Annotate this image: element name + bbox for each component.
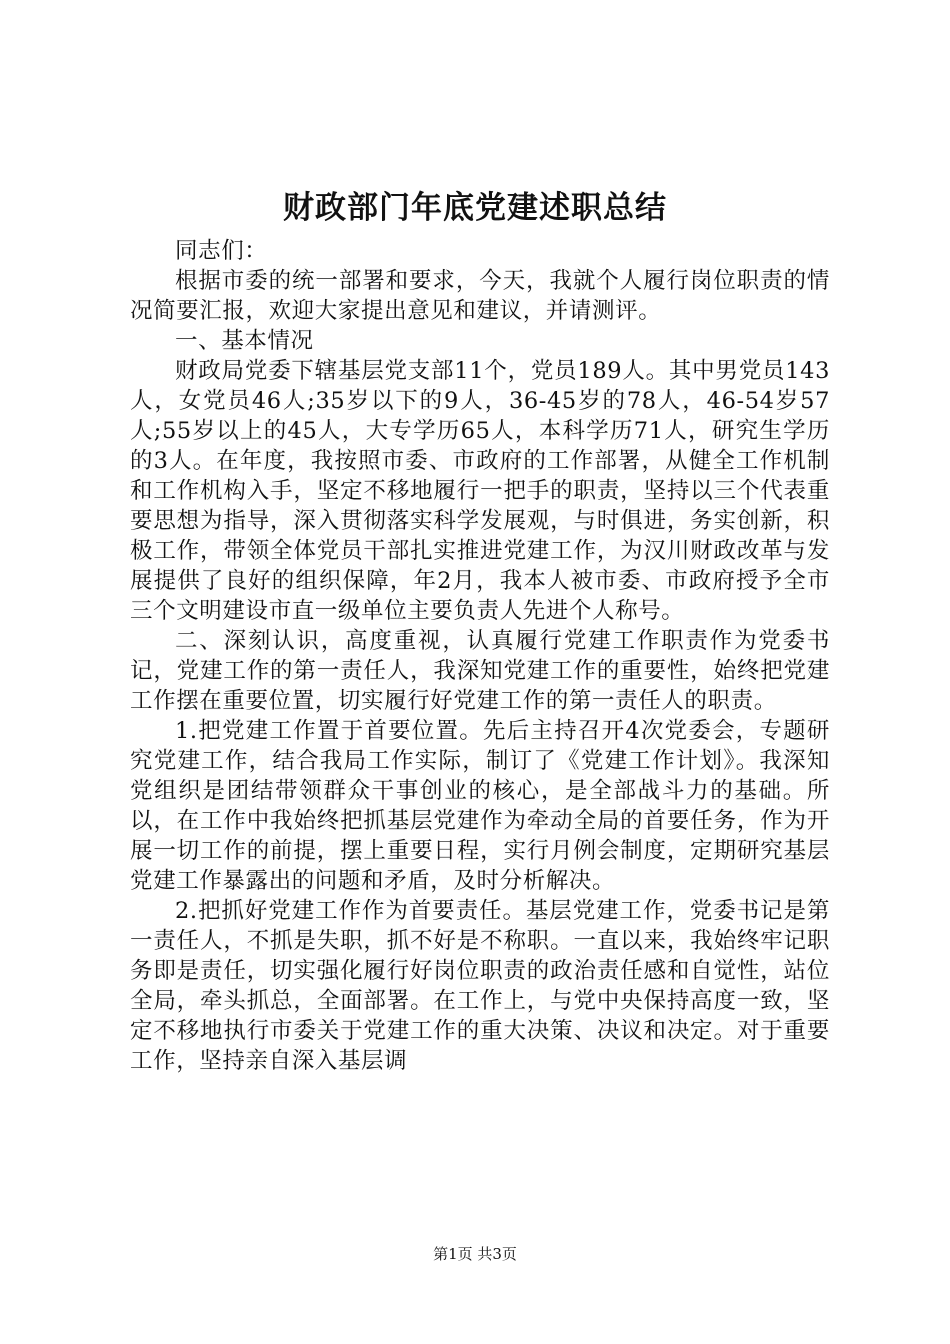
document-title: 财政部门年底党建述职总结	[283, 190, 667, 226]
section-heading-basic: 一、基本情况	[175, 328, 314, 354]
salutation: 同志们：	[175, 238, 268, 264]
page-footer: 第1页 共3页	[433, 1245, 517, 1263]
paragraph-item-2: 2.把抓好党建工作作为首要责任。基层党建工作，党委书记是第一责任人，不抓是失职，抓不好是不称职。一直以来，我始终牢记职务即是责任，切实强化履行好岗位职责的政治责任感和自觉性，站位全局，牵头抓总，全面部署。在工作上，与党中央保持高度一致，坚定不移地执行市委关于党建工作的重大决策、决议和决定。对于重要工作，坚持亲自深入基层调	[130, 898, 830, 1074]
paragraph-intro: 根据市委的统一部署和要求，今天，我就个人履行岗位职责的情况简要汇报，欢迎大家提出意见和建议，并请测评。	[130, 268, 830, 324]
document-body	[130, 236, 830, 1076]
section-heading-awareness: 二、深刻认识，高度重视，认真履行党建工作职责作为党委书记，党建工作的第一责任人，我深知党建工作的重要性，始终把党建工作摆在重要位置，切实履行好党建工作的第一责任人的职责。	[130, 628, 830, 714]
paragraph-basic: 财政局党委下辖基层党支部11个，党员189人。其中男党员143人，女党员46人;35岁以下的9人，36-45岁的78人，46-54岁57人;55岁以上的45人，大专学历65人，本科学历71人，研究生学历的3人。在年度，我按照市委、市政府的工作部署，从健全工作机制和工作机构入手，坚定不移地履行一把手的职责，坚持以三个代表重要思想为指导，深入贯彻落实科学发展观，与时俱进，务实创新，积极工作，带领全体党员干部扎实推进党建工作，为汉川财政改革与发展提供了良好的组织保障，年2月，我本人被市委、市政府授予全市三个文明建设市直一级单位主要负责人先进个人称号。	[130, 358, 830, 624]
paragraph-item-1: 1.把党建工作置于首要位置。先后主持召开4次党委会，专题研究党建工作，结合我局工作实际，制订了《党建工作计划》。我深知党组织是团结带领群众干事创业的核心，是全部战斗力的基础。所以，在工作中我始终把抓基层党建作为牵动全局的首要任务，作为开展一切工作的前提，摆上重要日程，实行月例会制度，定期研究基层党建工作暴露出的问题和矛盾，及时分析解决。	[130, 718, 830, 894]
